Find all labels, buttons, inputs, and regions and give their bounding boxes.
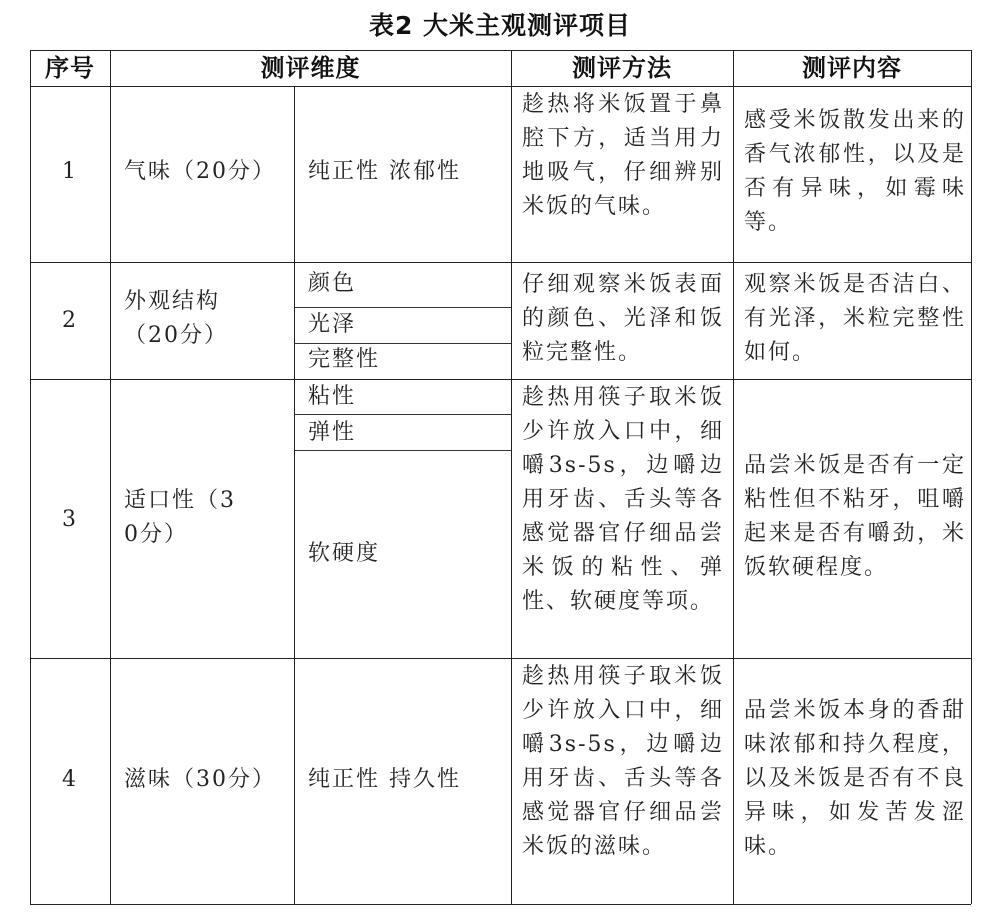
row-divider [30, 262, 971, 263]
row-divider [30, 658, 971, 659]
subrow-divider [294, 450, 511, 451]
dimension-sub: 粘性 [308, 384, 357, 409]
dimension-sub: 纯正性 持久性 [308, 767, 461, 792]
method-text: 趁热将米饭置于鼻腔下方，适当用力地吸气，仔细辨别米饭的气味。 [522, 92, 724, 219]
header-content: 测评内容 [802, 54, 902, 82]
content-text: 品尝米饭是否有一定粘性但不粘牙，咀嚼起来是否有嚼劲，米饭软硬程度。 [744, 453, 966, 580]
subrow-divider [294, 414, 511, 415]
dimension-category: 适口性（30分） [124, 488, 236, 547]
col-divider [733, 50, 734, 904]
method-text: 趁热用筷子取米饭少许放入口中，细嚼3s-5s，边嚼边用牙齿、舌头等各感觉器官仔细品尝米饭的滋味。 [522, 664, 724, 859]
header-divider [30, 86, 971, 87]
row-number: 4 [62, 767, 78, 792]
dimension-category: 气味（20分） [124, 159, 276, 184]
dimension-sub: 弹性 [308, 420, 357, 445]
content-text: 观察米饭是否洁白、有光泽，米粒完整性如何。 [744, 272, 966, 365]
dimension-sub: 颜色 [308, 271, 357, 296]
table-title: 表2 大米主观测评项目 [368, 11, 632, 40]
dimension-sub: 完整性 [308, 347, 381, 372]
method-text: 仔细观察米饭表面的颜色、光泽和饭粒完整性。 [522, 272, 724, 365]
row-number: 2 [62, 308, 78, 333]
table-border-right [971, 50, 972, 904]
dimension-category: 滋味（30分） [124, 767, 276, 792]
row-number: 3 [62, 507, 78, 532]
table-border-bottom [30, 904, 971, 905]
col-divider [511, 50, 512, 904]
header-dimension: 测评维度 [260, 54, 361, 82]
header-no: 序号 [45, 54, 95, 82]
dimension-sub: 光泽 [308, 312, 357, 337]
dimension-sub: 纯正性 浓郁性 [308, 159, 461, 184]
header-method: 测评方法 [572, 54, 672, 82]
content-text: 感受米饭散发出来的香气浓郁性，以及是否有异味，如霉味等。 [744, 108, 966, 235]
row-number: 1 [62, 159, 78, 184]
content-text: 品尝米饭本身的香甜味浓郁和持久程度，以及米饭是否有不良异味，如发苦发涩味。 [744, 698, 966, 859]
subcol-divider [294, 86, 295, 904]
col-divider [110, 50, 111, 904]
method-text: 趁热用筷子取米饭少许放入口中，细嚼3s-5s，边嚼边用牙齿、舌头等各感觉器官仔细品尝米饭的粘性、弹性、软硬度等项。 [522, 385, 724, 614]
dimension-category: 外观结构（20分） [124, 289, 228, 348]
dimension-sub: 软硬度 [308, 541, 381, 566]
